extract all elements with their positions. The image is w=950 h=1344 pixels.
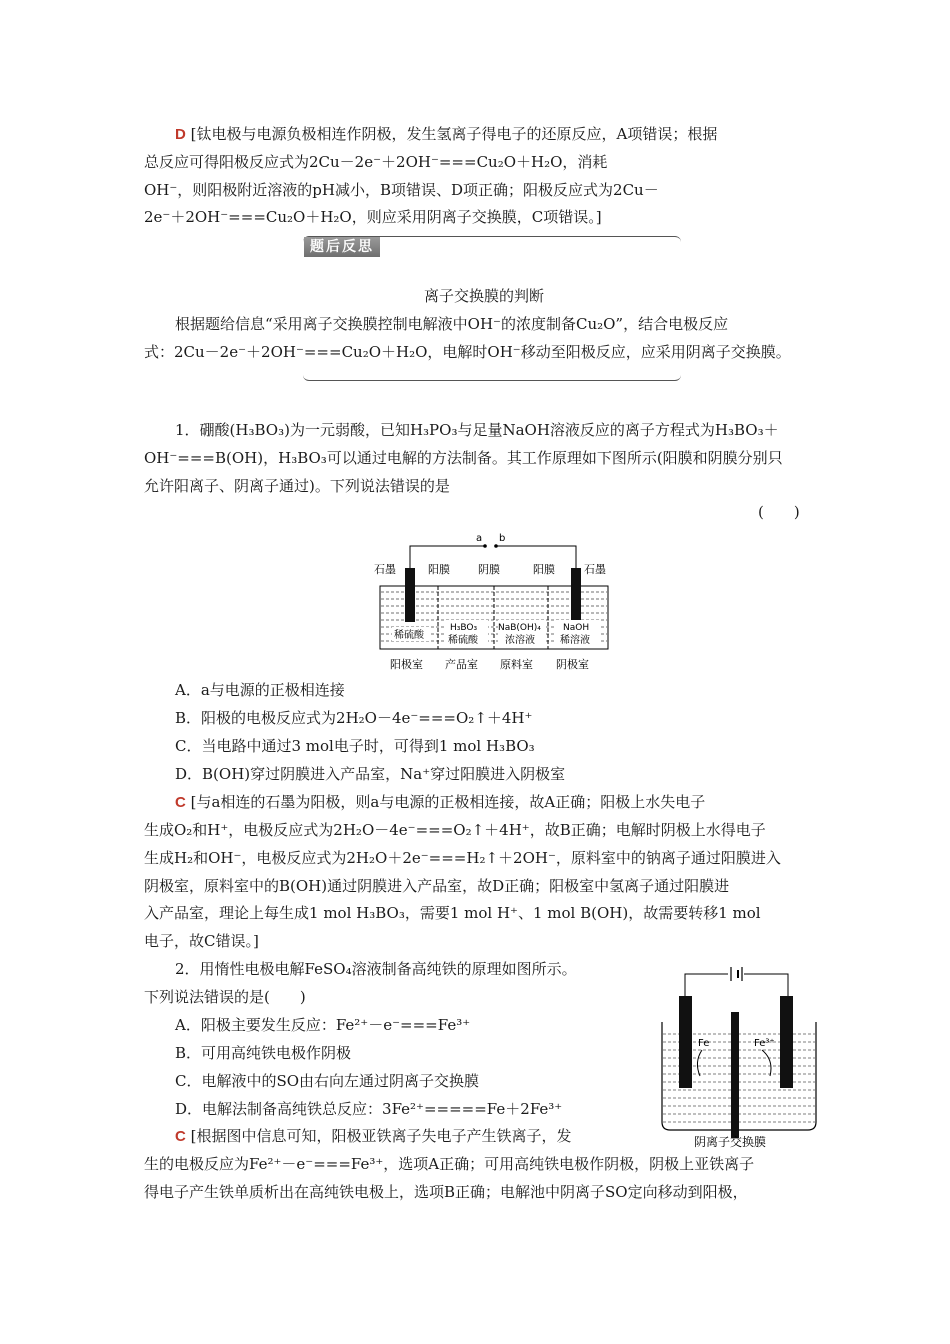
membrane-label-3: 阳膜	[533, 563, 555, 576]
q1-explanation-line2: 生成O₂和H⁺，电极反应式为2H₂O－4e⁻===O₂↑＋4H⁺，故B正确；电解时阴极上水得电子	[144, 821, 766, 839]
solution-label-1: 稀硫酸	[394, 630, 424, 641]
q2-line2: 下列说法错误的是( )	[144, 988, 306, 1006]
solution-label-5: 浓溶液	[505, 635, 535, 646]
answer-letter: C	[175, 1128, 186, 1145]
room-label-1: 阳极室	[390, 658, 423, 671]
explanation-text: [与a相连的石墨为阳极，则a与电源的正极相连接，故A正确；阳极上水失电子	[190, 793, 706, 811]
answer-letter: C	[175, 794, 186, 811]
reflection-box-bottom	[303, 368, 681, 381]
left-graphite-electrode	[405, 568, 415, 622]
q1-explanation-line1	[175, 792, 705, 813]
answer-text: [钛电极与电源负极相连作阴极，发生氢离子得电子的还原反应，A项错误；根据	[190, 125, 718, 143]
room-label-2: 产品室	[445, 658, 478, 671]
reflection-title: 离子交换膜的判断	[424, 287, 545, 305]
right-electrode-label: 石墨	[584, 563, 606, 576]
q2-line1: 2．用惰性电极电解FeSO₄溶液制备高纯铁的原理如图所示。	[175, 960, 577, 978]
q2-option-c: C．电解液中的SO由右向左通过阴离子交换膜	[175, 1072, 480, 1090]
q1-option-c: C．当电路中通过3 mol电子时，可得到1 mol H₃BO₃	[175, 737, 535, 755]
reflection-line2: 式：2Cu－2e⁻＋2OH⁻===Cu₂O＋H₂O，电解时OH⁻移动至阳极反应，应采用阴离子交换膜。	[144, 343, 791, 361]
solution-label-7: 稀溶液	[560, 635, 590, 646]
q1-option-a: A．a与电源的正极相连接	[175, 681, 345, 699]
q1-line2: OH⁻===B(OH)，H₃BO₃可以通过电解的方法制备。其工作原理如下图所示(阳膜和阴膜分别只	[144, 449, 783, 467]
solution-label-2: H₃BO₃	[450, 623, 478, 633]
right-ion-label: Fe³⁺	[754, 1038, 775, 1049]
q1-line3: 允许阳离子、阴离子通过)。下列说法错误的是	[144, 477, 450, 495]
q1-option-b: B．阳极的电极反应式为2H₂O－4e⁻===O₂↑＋4H⁺	[175, 709, 533, 727]
membrane-caption: 阴离子交换膜	[694, 1135, 767, 1148]
q1-explanation-line6: 电子，故C错误。]	[144, 932, 259, 950]
q1-explanation-line5: 入产品室，理论上每生成1 mol H₃BO₃，需要1 mol H⁺、1 mol B(OH)，故需要转移1 mol	[144, 904, 761, 922]
left-electrode-label: 石墨	[374, 563, 396, 576]
q1-explanation-line3: 生成H₂和OH⁻，电极反应式为2H₂O＋2e⁻===H₂↑＋2OH⁻，原料室中的钠离子通过阳膜进入	[144, 849, 781, 867]
q2-option-a: A．阳极主要发生反应：Fe²⁺－e⁻===Fe³⁺	[175, 1016, 471, 1034]
room-label-3: 原料室	[500, 658, 533, 671]
reflection-tag: 题后反思	[304, 237, 380, 257]
membrane-label-1: 阳膜	[428, 563, 450, 576]
room-label-4: 阴极室	[556, 658, 589, 671]
explanation-text: [根据图中信息可知，阳极亚铁离子失电子产生铁离子，发	[190, 1127, 572, 1145]
answer-d-line4: 2e⁻＋2OH⁻===Cu₂O＋H₂O，则应采用阴离子交换膜，C项错误。]	[144, 208, 602, 226]
reflection-line1: 根据题给信息“采用离子交换膜控制电解液中OH⁻的浓度制备Cu₂O”，结合电极反应	[175, 315, 729, 333]
solution-label-4: NaB(OH)₄	[498, 623, 541, 633]
q2-option-d: D．电解法制备高纯铁总反应：3Fe²⁺=====Fe＋2Fe³⁺	[175, 1100, 563, 1118]
answer-d-line1	[175, 124, 717, 145]
q2-explanation-line1	[175, 1126, 571, 1147]
solution-label-3: 稀硫酸	[448, 635, 478, 646]
answer-d-line2: 总反应可得阳极反应式为2Cu－2e⁻＋2OH⁻===Cu₂O＋H₂O，消耗	[144, 153, 608, 171]
anion-exchange-membrane	[731, 1012, 739, 1138]
q1-explanation-line4: 阴极室，原料室中的B(OH)通过阴膜进入产品室，故D正确；阳极室中氢离子通过阳膜进	[144, 877, 730, 895]
terminal-a-label: a	[476, 533, 483, 544]
electrolysis-cell-figure	[372, 528, 622, 674]
right-electrode	[780, 996, 793, 1088]
q1-line1: 1．硼酸(H₃BO₃)为一元弱酸，已知H₃PO₃与足量NaOH溶液反应的离子方程式为H₃BO₃＋	[175, 421, 779, 439]
answer-letter: D	[175, 126, 186, 143]
solution-label-6: NaOH	[563, 623, 590, 633]
right-graphite-electrode	[571, 568, 581, 622]
q2-option-b: B．可用高纯铁电极作阴极	[175, 1044, 352, 1062]
answer-d-line3: OH⁻，则阳极附近溶液的pH减小，B项错误、D项正确；阳极反应式为2Cu－	[144, 181, 659, 199]
terminal-b-label: b	[499, 533, 506, 544]
q2-explanation-line2: 生的电极反应为Fe²⁺－e⁻===Fe³⁺，选项A正确；可用高纯铁电极作阴极，阴极上亚铁离子	[144, 1155, 755, 1173]
q2-explanation-line3: 得电子产生铁单质析出在高纯铁电极上，选项B正确；电解池中阴离子SO定向移动到阳极，	[144, 1183, 748, 1201]
q1-option-d: D．B(OH)穿过阴膜进入产品室，Na⁺穿过阳膜进入阴极室	[175, 765, 566, 783]
q1-answer-paren: ( )	[758, 503, 800, 521]
left-ion-label: Fe	[698, 1038, 710, 1049]
fe-electrolysis-figure	[658, 962, 828, 1148]
left-electrode	[679, 996, 692, 1088]
membrane-label-2: 阴膜	[478, 563, 500, 576]
